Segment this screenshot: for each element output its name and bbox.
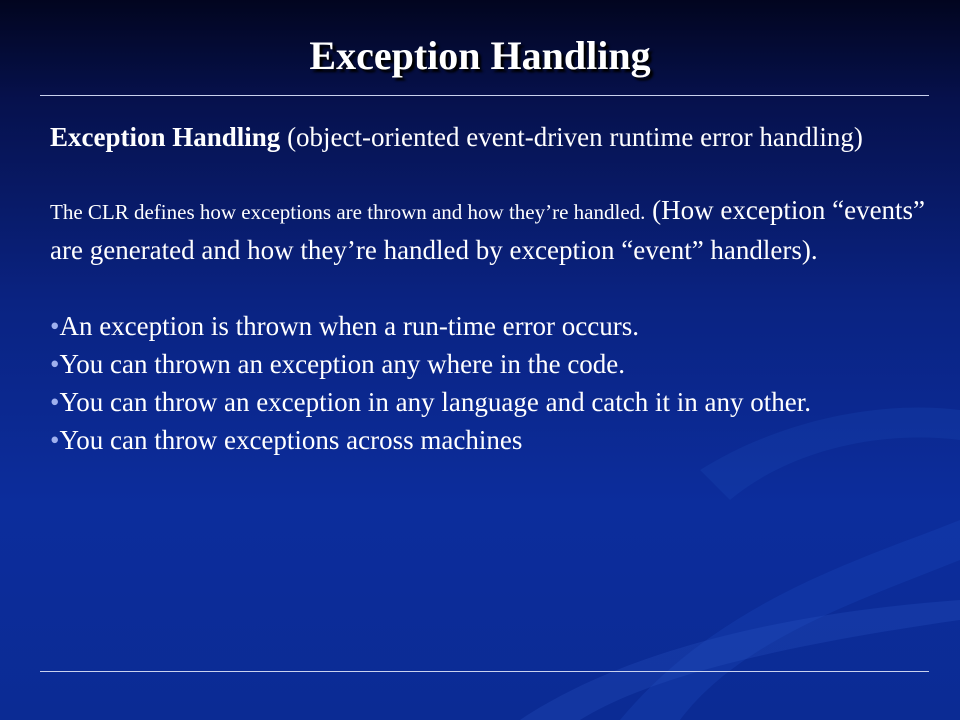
bullet-item — [50, 383, 930, 421]
bullet-icon: • — [50, 311, 60, 341]
slide-title: Exception Handling — [309, 33, 651, 78]
bullet-icon: • — [50, 425, 60, 455]
bullet-text: You can thrown an exception any where in the code. — [59, 349, 626, 379]
slide-body — [50, 119, 930, 459]
top-divider — [40, 95, 929, 96]
bullet-item — [50, 421, 930, 459]
intro-description: (object-oriented event-driven runtime error handling) — [280, 122, 863, 152]
bullet-text: You can throw exceptions across machines — [59, 425, 523, 455]
bullet-list — [50, 307, 930, 459]
intro-bold-term: Exception Handling — [50, 122, 281, 152]
bullet-text: You can throw an exception in any language and catch it in any other. — [59, 387, 811, 417]
bullet-icon: • — [50, 349, 60, 379]
intro-paragraph — [50, 119, 930, 155]
clr-paragraph — [50, 191, 930, 269]
bullet-text: An exception is thrown when a run-time error occurs. — [59, 311, 640, 341]
bottom-divider — [40, 671, 929, 672]
clr-lead-sentence: The CLR defines how exceptions are thrown and how they’re handled. — [50, 200, 646, 224]
bullet-item — [50, 307, 930, 345]
bullet-icon: • — [50, 387, 60, 417]
bullet-item — [50, 345, 930, 383]
clr-explanation: (How exception “events” are generated and how they’re handled by exception “event” handlers). — [50, 195, 926, 265]
